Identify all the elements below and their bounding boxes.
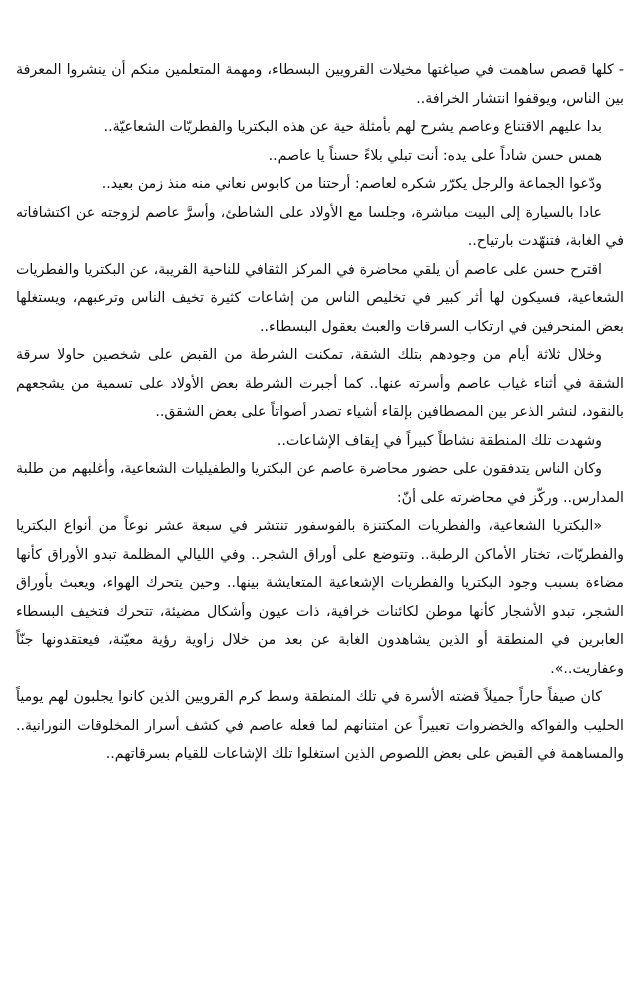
paragraph-2: بدا عليهم الاقتناع وعاصم يشرح لهم بأمثلة حية عن هذه البكتريا والفطريّات الشعاعيّة.. <box>103 119 602 135</box>
paragraph-5: عادا بالسيارة إلى البيت مباشرة، وجلسا مع الأولاد على الشاطئ، وأسرَّ عاصم لزوجته عن اكتشافاته في الغابة، فتنهّدت بارتياح.. <box>16 204 624 249</box>
paragraph-7: وخلال ثلاثة أيام من وجودهم بتلك الشقة، تمكنت الشرطة من القبض على شخصين حاولا سرقة الشقة في أثناء غياب عاصم وأسرته عنها.. كما أجبرت الشرطة بعض الأولاد على تسمية من يشجعهم بالنقود، لنشر الذعر بين المصطافين بإلقاء أشياء تصدر أصواتاً على بعض الشقق.. <box>16 347 624 420</box>
paragraph-11: كان صيفاً حاراً جميلاً قضته الأسرة في تلك المنطقة وسط كرم القرويين الذين كانوا يجلبون لهم يومياً الحليب والفواكه والخضروات تعبيراً عن امتنانهم لما فعله عاصم في كشف أسرار المخلوقات النورانية.. والمساهمة في القبض على بعض اللصوص الذين استغلوا تلك الإشاعات للقيام بسرقاتهم.. <box>16 689 624 762</box>
paragraph-10-quote: «البكتريا الشعاعية، والفطريات المكتنزة بالفوسفور تنتشر في سبعة عشر نوعاً من أنواع البكتريا والفطريّات، تختار الأماكن الرطبة.. وتتوضع على أوراق الشجر.. وفي الليالي المظلمة تبدو الأوراق كأنها مضاءة بسبب وجود البكتريا والفطريات الإشعاعية المتعايشة بينها.. وحين يتحرك الهواء، ويعبث بأوراق الشجر، تبدو الأشجار كأنها موطن لكائنات خرافية، ذات عيون وأشكال مضيئة، تتحرك فتخيف البسطاء العابرين في المنطقة أو الذين يشاهدون الغابة عن بعد من خلال زاوية رؤية معيّنة، فيعتقدونها جنّاً وعفاريت..». <box>16 518 624 677</box>
paragraph-3: همس حسن شاداً على يده: أنت تبلي بلاءً حسناً يا عاصم.. <box>268 147 602 164</box>
paragraph-4: ودّعوا الجماعة والرجل يكرّر شكره لعاصم: أرحتنا من كابوس نعاني منه منذ زمن بعيد.. <box>101 176 602 192</box>
paragraph-1: - كلها قصص ساهمت في صياغتها مخيلات القرويين البسطاء، ومهمة المتعلمين منكم أن ينشروا المعرفة بين الناس، ويوقفوا انتشار الخرافة.. <box>16 62 624 107</box>
paragraph-8: وشهدت تلك المنطقة نشاطاً كبيراً في إيقاف الإشاعات.. <box>276 432 602 449</box>
paragraph-9: وكان الناس يتدفقون على حضور محاضرة عاصم عن البكتريا والطفيليات الشعاعية، وأغلبهم من طلبة المدارس.. وركّز في محاضرته على أنّ: <box>16 461 624 506</box>
paragraph-6: اقترح حسن على عاصم أن يلقي محاضرة في المركز الثقافي للناحية القريبة، عن البكتريا والفطريات الشعاعية، فسيكون لها أثر كبير في تخليص الناس من إشاعات كثيرة تخيف الناس وترعبهم، ويستغلها بعض المنحرفين في ارتكاب السرقات والعبث بعقول البسطاء.. <box>16 261 624 335</box>
